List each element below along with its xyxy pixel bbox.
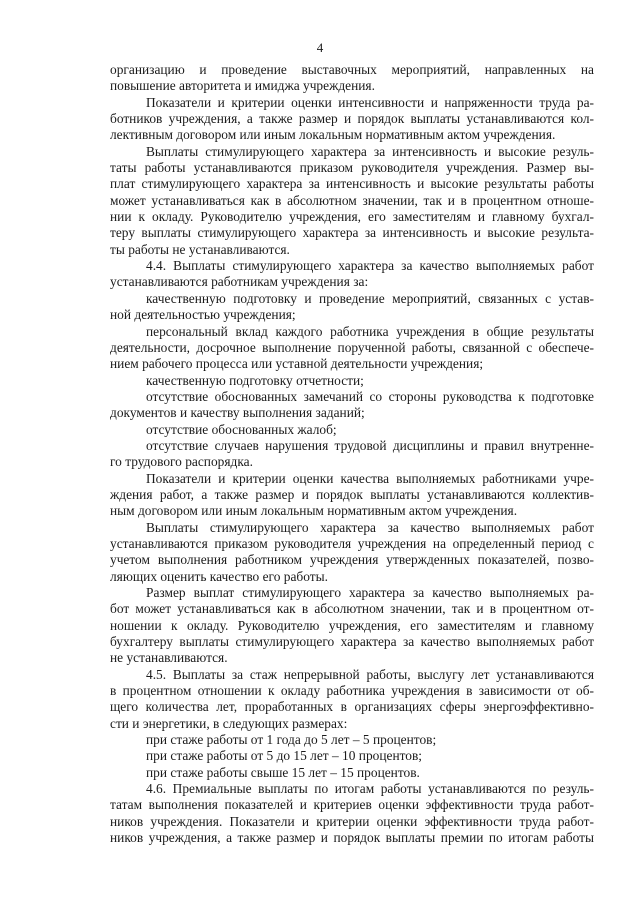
- text-line: ников учреждения, а также размер и порядок выплаты премии по итогам работы: [110, 830, 594, 846]
- text-line: 4.6. Премиальные выплаты по итогам работы устанавливаются по резуль-: [146, 781, 594, 797]
- text-line: может устанавливаться как в абсолютном значении, так и в процентном отноше-: [110, 192, 594, 208]
- text-line: Показатели и критерии оценки качества выполняемых работниками учре-: [146, 470, 594, 486]
- text-line: ношении к окладу. Руководителю учреждения, его заместителям и главному: [110, 617, 594, 633]
- text-line: лективным договором или иным локальным нормативным актом учреждения.: [110, 127, 556, 143]
- text-line: татам выполнения показателей и критериев оценки эффективности труда работ-: [110, 797, 594, 813]
- text-line: нии к окладу. Руководителю учреждения, его заместителям и главному бухгал-: [110, 209, 594, 225]
- text-line: ляющих оценить качество его работы.: [110, 568, 328, 584]
- text-line: в процентном отношении к окладу работника учреждения в зависимости от об-: [110, 683, 594, 699]
- text-line: при стаже работы от 1 года до 5 лет – 5 процентов;: [146, 732, 437, 748]
- document-body: [110, 62, 594, 847]
- text-line: Выплаты стимулирующего характера за интенсивность и высокие резуль-: [146, 143, 594, 159]
- text-line: организацию и проведение выставочных мероприятий, направленных на: [110, 62, 594, 77]
- text-line: теру выплаты стимулирующего характера за интенсивность и высокие результа-: [110, 225, 594, 241]
- text-line: ты работы не устанавливаются.: [110, 241, 290, 257]
- text-line: плат стимулирующего характера за интенсивность и высокие результаты работы: [110, 176, 594, 192]
- text-line: качественную подготовку и проведение мероприятий, связанных с устав-: [146, 290, 594, 306]
- text-line: персональный вклад каждого работника учреждения в общие результаты: [146, 323, 594, 339]
- text-line: деятельности, досрочное выполнение порученной работы, связанной с обеспече-: [110, 339, 594, 355]
- text-line: Размер выплат стимулирующего характера за качество выполняемых ра-: [146, 585, 594, 600]
- text-line: бухгалтеру выплаты стимулирующего характера за качество выполняемых работ: [110, 634, 594, 650]
- text-line: документов и качеству выполнения заданий;: [110, 405, 365, 421]
- text-line: не устанавливаются.: [110, 650, 228, 666]
- text-line: ной деятельностью учреждения;: [110, 307, 296, 323]
- text-line: отсутствие обоснованных жалоб;: [146, 421, 337, 437]
- text-line: при стаже работы от 5 до 15 лет – 10 процентов;: [146, 748, 423, 764]
- text-line: устанавливаются работникам учреждения за:: [110, 274, 369, 290]
- text-line: ным договором или иным локальным нормативным актом учреждения.: [110, 503, 518, 519]
- text-line: Выплаты стимулирующего характера за качество выполняемых работ: [146, 519, 594, 535]
- text-line: сти и энергетики, в следующих размерах:: [110, 715, 348, 731]
- text-line: го трудового распорядка.: [110, 454, 253, 470]
- page-number: 4: [316, 40, 324, 55]
- text-line: ботников учреждения, а также размер и порядок выплаты устанавливаются кол-: [110, 111, 594, 127]
- text-line: учетом выполнения работником учреждения утвержденных показателей, позво-: [110, 552, 594, 568]
- text-line: ждения работ, а также размер и порядок выплаты устанавливаются коллектив-: [110, 486, 594, 502]
- text-line: при стаже работы свыше 15 лет – 15 процентов.: [146, 764, 420, 780]
- text-line: бот может устанавливаться как в абсолютном значении, так и в процентном от-: [110, 601, 594, 617]
- text-line: ников учреждения. Показатели и критерии оценки эффективности труда работ-: [110, 813, 594, 829]
- text-line: Показатели и критерии оценки интенсивности и напряженности труда ра-: [146, 94, 594, 110]
- text-line: устанавливаются приказом руководителя учреждения на определенный период с: [110, 535, 594, 551]
- text-line: отсутствие случаев нарушения трудовой дисциплины и правил внутренне-: [146, 437, 594, 453]
- text-line: повышение авторитета и имиджа учреждения.: [110, 78, 375, 94]
- text-line: нием рабочего процесса или уставной деятельности учреждения;: [110, 356, 484, 372]
- text-line: 4.4. Выплаты стимулирующего характера за качество выполняемых работ: [146, 258, 594, 274]
- text-line: отсутствие обоснованных замечаний со стороны руководства к подготовке: [146, 388, 594, 404]
- text-line: таты работы устанавливаются приказом руководителя учреждения. Размер вы-: [110, 160, 594, 176]
- text-line: щего количества лет, проработанных в организациях сферы энергоэффективно-: [110, 699, 594, 715]
- text-line: качественную подготовку отчетности;: [146, 372, 364, 388]
- text-line: 4.5. Выплаты за стаж непрерывной работы, выслугу лет устанавливаются: [146, 666, 594, 682]
